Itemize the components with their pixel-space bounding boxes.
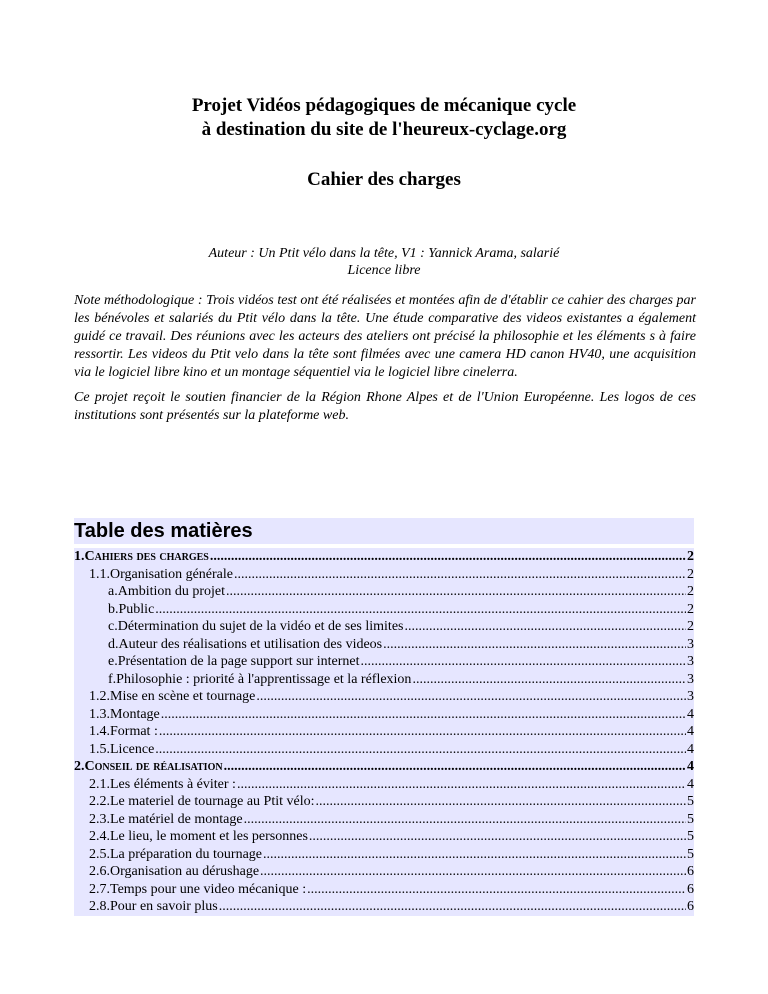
toc-entry-label[interactable]: 1.5.Licence <box>89 741 155 757</box>
toc-leader-dots <box>159 723 686 741</box>
toc-entry-page[interactable]: 6 <box>687 881 694 897</box>
toc-leader-dots <box>361 653 686 671</box>
toc-entry[interactable] <box>74 618 694 636</box>
document-title-line-2: à destination du site de l'heureux-cyclage.org <box>201 119 567 140</box>
toc-entry-label[interactable]: 2.5.La préparation du tournage <box>89 846 262 862</box>
toc-entry-label[interactable]: d.Auteur des réalisations et utilisation des videos <box>108 636 383 652</box>
toc-heading <box>74 518 694 544</box>
toc-entry-label[interactable]: 2.Conseil de réalisation <box>74 759 223 774</box>
toc-entry-page[interactable]: 2 <box>687 601 694 617</box>
toc-entry-label[interactable]: f.Philosophie : priorité à l'apprentissage et la réflexion <box>108 671 412 687</box>
toc-leader-dots <box>260 863 686 881</box>
toc-entry[interactable] <box>74 671 694 689</box>
toc-leader-dots <box>237 776 686 794</box>
toc-entry-page[interactable]: 3 <box>687 636 694 652</box>
toc-entry[interactable] <box>74 601 694 619</box>
toc-entry-page[interactable]: 5 <box>687 846 694 862</box>
toc-entry-label[interactable]: 1.Cahiers des charges <box>74 549 209 564</box>
toc-entry-page[interactable]: 6 <box>687 899 694 914</box>
document-title-line-1: Projet Vidéos pédagogiques de mécanique cycle <box>191 95 577 116</box>
toc-entry-label[interactable]: 1.1.Organisation générale <box>89 566 233 582</box>
toc-leader-dots <box>219 898 686 916</box>
toc-entry[interactable] <box>74 653 694 671</box>
toc-entry-page[interactable]: 4 <box>687 724 694 739</box>
toc-entry-label[interactable]: 1.3.Montage <box>89 706 160 722</box>
toc-entry[interactable] <box>74 758 694 776</box>
toc-entry-page[interactable]: 3 <box>687 671 694 687</box>
toc-entry-page[interactable]: 4 <box>687 776 694 792</box>
toc-leader-dots <box>161 706 686 724</box>
toc-entry[interactable] <box>74 863 694 881</box>
toc-entry-label[interactable]: 2.7.Temps pour une video mécanique : <box>89 881 307 897</box>
toc-entry-label[interactable]: 1.2.Mise en scène et tournage <box>89 689 256 704</box>
toc-entry-label[interactable]: e.Présentation de la page support sur internet <box>108 654 360 669</box>
toc-entry-page[interactable]: 3 <box>687 689 694 704</box>
toc-entry-label[interactable]: 2.8.Pour en savoir plus <box>89 899 218 914</box>
toc-leader-dots <box>226 583 686 601</box>
document-subtitle: Cahier des charges <box>307 169 461 190</box>
toc-entry[interactable] <box>74 548 694 566</box>
toc-leader-dots <box>244 811 686 829</box>
table-of-contents <box>74 548 694 916</box>
toc-entry-page[interactable]: 5 <box>687 794 694 809</box>
toc-entry[interactable] <box>74 776 694 794</box>
author-line: Auteur : Un Ptit vélo dans la tête, V1 : Yannick Arama, salarié <box>208 246 560 261</box>
toc-entry[interactable] <box>74 636 694 654</box>
toc-entry-page[interactable]: 4 <box>687 759 694 774</box>
toc-entry[interactable] <box>74 723 694 741</box>
toc-entry-label[interactable]: 2.3.Le matériel de montage <box>89 811 243 827</box>
toc-entry-page[interactable]: 3 <box>687 654 694 669</box>
toc-entry[interactable] <box>74 846 694 864</box>
toc-leader-dots <box>210 548 686 566</box>
toc-entry[interactable] <box>74 566 694 584</box>
toc-entry[interactable] <box>74 793 694 811</box>
toc-leader-dots <box>155 601 686 619</box>
toc-entry-page[interactable]: 2 <box>687 566 694 582</box>
toc-leader-dots <box>315 793 686 811</box>
toc-entry-page[interactable]: 6 <box>687 864 694 879</box>
toc-entry-page[interactable]: 2 <box>687 619 694 634</box>
toc-entry[interactable] <box>74 706 694 724</box>
toc-leader-dots <box>263 846 686 864</box>
toc-heading-text: Table des matières <box>74 520 253 542</box>
toc-entry-label[interactable]: c.Détermination du sujet de la vidéo et de ses limites <box>108 619 404 634</box>
toc-leader-dots <box>412 671 686 689</box>
toc-entry-page[interactable]: 2 <box>687 584 694 599</box>
funding-note: Ce projet reçoit le soutien financier de la Région Rhone Alpes et de l'Union Européenne. Les logos de ces institutions sont présentés sur la plateforme web. <box>74 390 696 423</box>
toc-entry[interactable] <box>74 583 694 601</box>
toc-leader-dots <box>234 566 686 584</box>
toc-entry[interactable] <box>74 881 694 899</box>
toc-leader-dots <box>155 741 686 759</box>
toc-entry[interactable] <box>74 688 694 706</box>
toc-entry-page[interactable]: 5 <box>687 811 694 827</box>
toc-leader-dots <box>307 881 686 899</box>
toc-entry-label[interactable]: 2.4.Le lieu, le moment et les personnes <box>89 829 308 844</box>
toc-leader-dots <box>224 758 686 776</box>
license-line: Licence libre <box>347 263 421 278</box>
toc-leader-dots <box>404 618 686 636</box>
toc-entry-label[interactable]: 2.6.Organisation au dérushage <box>89 864 260 879</box>
methodology-note: Note méthodologique : Trois vidéos test ont été réalisées et montées afin de d'établir ce cahier des charges par les bénévoles et salariés du Ptit vélo dans la tête. Une étude comparative des videos existantes a également guidé ce travail. Des réunions avec les acteurs des ateliers ont précisé la philosophie et les éléments s à faire ressortir. Les videos du Ptit velo dans la tête sont filmées avec une camera HD canon HV40, une acquisition via le logiciel libre kino et un montage séquentiel via le logiciel libre cinelerra. <box>74 293 696 380</box>
toc-entry[interactable] <box>74 828 694 846</box>
toc-entry-page[interactable]: 4 <box>687 706 694 722</box>
toc-entry-label[interactable]: 2.1.Les éléments à éviter : <box>89 776 236 792</box>
toc-entry-label[interactable]: b.Public <box>108 601 155 617</box>
toc-leader-dots <box>309 828 686 846</box>
toc-entry[interactable] <box>74 811 694 829</box>
toc-entry-label[interactable]: 2.2.Le materiel de tournage au Ptit vélo: <box>89 794 315 809</box>
toc-entry[interactable] <box>74 898 694 916</box>
toc-entry-page[interactable]: 2 <box>687 549 694 564</box>
toc-entry-page[interactable]: 4 <box>687 741 694 757</box>
toc-entry[interactable] <box>74 741 694 759</box>
toc-entry-label[interactable]: a.Ambition du projet <box>108 584 226 599</box>
toc-entry-page[interactable]: 5 <box>687 829 694 844</box>
toc-leader-dots <box>256 688 686 706</box>
toc-leader-dots <box>383 636 686 654</box>
toc-entry-label[interactable]: 1.4.Format : <box>89 724 158 739</box>
